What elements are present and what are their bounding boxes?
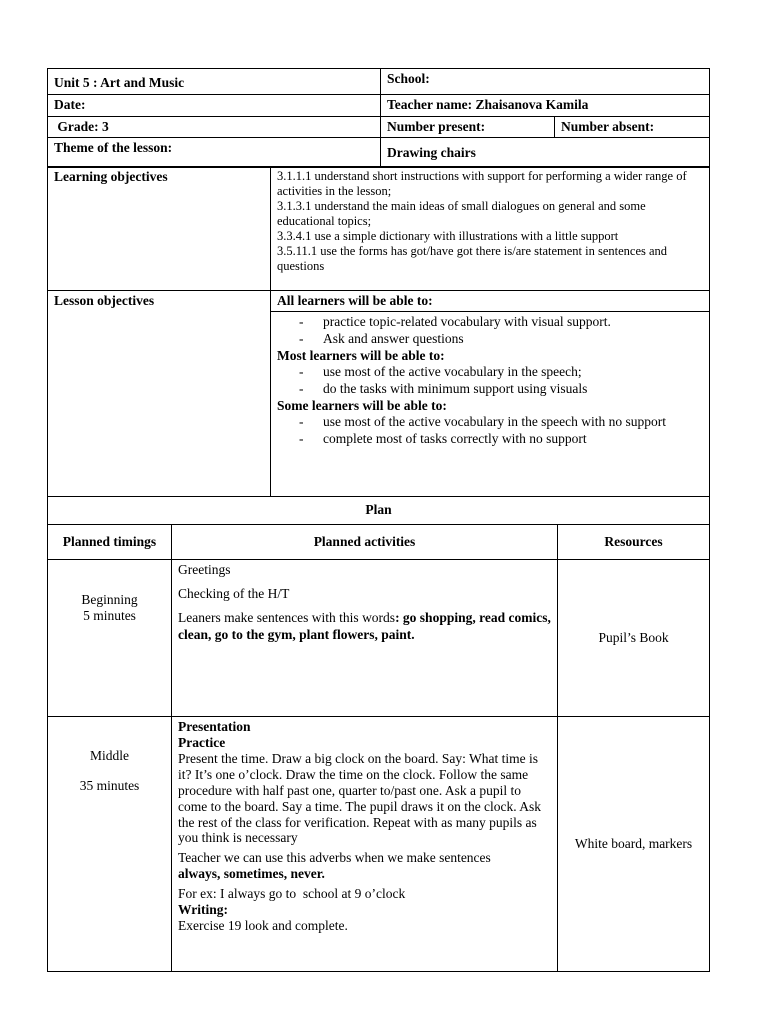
unit-title: Unit 5 : Art and Music [48, 69, 381, 95]
plan-title: Plan [48, 497, 710, 525]
leaners-words: : go shopping, read comics, clean, go to the gym, plant flowers, paint. [178, 610, 551, 642]
number-present-label: Number present: [381, 117, 555, 138]
middle-timing [48, 717, 172, 972]
beginning-resources: Pupil’s Book [558, 560, 710, 717]
header-table [47, 68, 710, 168]
col-header-resources: Resources [558, 525, 710, 560]
all-learners-heading: All learners will be able to: [271, 291, 710, 312]
checking-text: Checking of the H/T [178, 586, 290, 602]
plan-table [47, 496, 710, 972]
learning-objectives-list [271, 167, 710, 291]
some-learners-heading: Some learners will be able to: [277, 397, 447, 413]
leaners-text [178, 610, 551, 642]
theme-label: Theme of the lesson: [48, 138, 381, 168]
beginning-duration: 5 minutes [83, 608, 136, 624]
learning-objective-item: 3.1.1.1 understand short instructions with support for performing a wider range of activities in the lesson; [277, 169, 687, 198]
most-learners-heading: Most learners will be able to: [277, 347, 445, 363]
adverbs-list: always, sometimes, never. [178, 866, 325, 882]
middle-duration: 35 minutes [79, 778, 140, 794]
exercise-text: Exercise 19 look and complete. [178, 918, 348, 934]
list-item: - practice topic-related vocabulary with visual support. [277, 314, 703, 331]
practice-text: Present the time. Draw a big clock on the board. Say: What time is it? It’s one o’clock. Draw the time on the clock. Follow the same procedure with half past one, quarter to/past one. Ask a pupil to come to the board. Say a time. The pupil draws it on the clock. Ask the rest of the class for verification. Repeat with as many pupils as you think is necessary [178, 750, 542, 846]
list-item: - use most of the active vocabulary in the speech; [277, 364, 703, 381]
practice-heading: Practice [178, 734, 226, 750]
objectives-table [47, 166, 710, 497]
list-item: - complete most of tasks correctly with no support [277, 431, 703, 448]
date-label: Date: [48, 95, 381, 117]
most-learners-list [277, 364, 703, 398]
presentation-heading: Presentation [178, 719, 251, 734]
list-item: - use most of the active vocabulary in the speech with no support [277, 414, 703, 431]
writing-heading: Writing: [178, 902, 228, 918]
list-item: - Ask and answer questions [277, 331, 703, 348]
grade-label: Grade: 3 [48, 117, 381, 138]
beginning-timing [48, 560, 172, 717]
greetings-text: Greetings [178, 562, 231, 577]
some-learners-list [277, 414, 703, 448]
middle-resources: White board, markers [558, 717, 710, 972]
beginning-stage: Beginning [81, 592, 138, 607]
middle-stage: Middle [90, 748, 129, 763]
all-learners-list [277, 314, 703, 348]
example-text: For ex: I always go to school at 9 o’clock [178, 886, 406, 902]
col-header-timings: Planned timings [48, 525, 172, 560]
learning-objective-item: 3.5.11.1 use the forms has got/have got there is/are statement in sentences and questions [277, 244, 668, 273]
middle-activities [172, 717, 558, 972]
leaners-prefix: Leaners make sentences with this words [178, 610, 396, 626]
col-header-activities: Planned activities [172, 525, 558, 560]
lesson-objectives-body [271, 312, 710, 497]
school-label: School: [381, 69, 710, 95]
number-absent-label: Number absent: [555, 117, 710, 138]
learning-objectives-label: Learning objectives [48, 167, 271, 291]
beginning-activities [172, 560, 558, 717]
adverbs-text: Teacher we can use this adverbs when we make sentences [178, 850, 491, 866]
lesson-objectives-label: Lesson objectives [48, 291, 271, 497]
list-item: - do the tasks with minimum support using visuals [277, 381, 703, 398]
learning-objective-item: 3.3.4.1 use a simple dictionary with illustrations with a little support [277, 229, 619, 243]
learning-objective-item: 3.1.3.1 understand the main ideas of small dialogues on general and some educational topics; [277, 199, 646, 228]
theme-value: Drawing chairs [381, 138, 710, 168]
teacher-name: Teacher name: Zhaisanova Kamila [381, 95, 710, 117]
